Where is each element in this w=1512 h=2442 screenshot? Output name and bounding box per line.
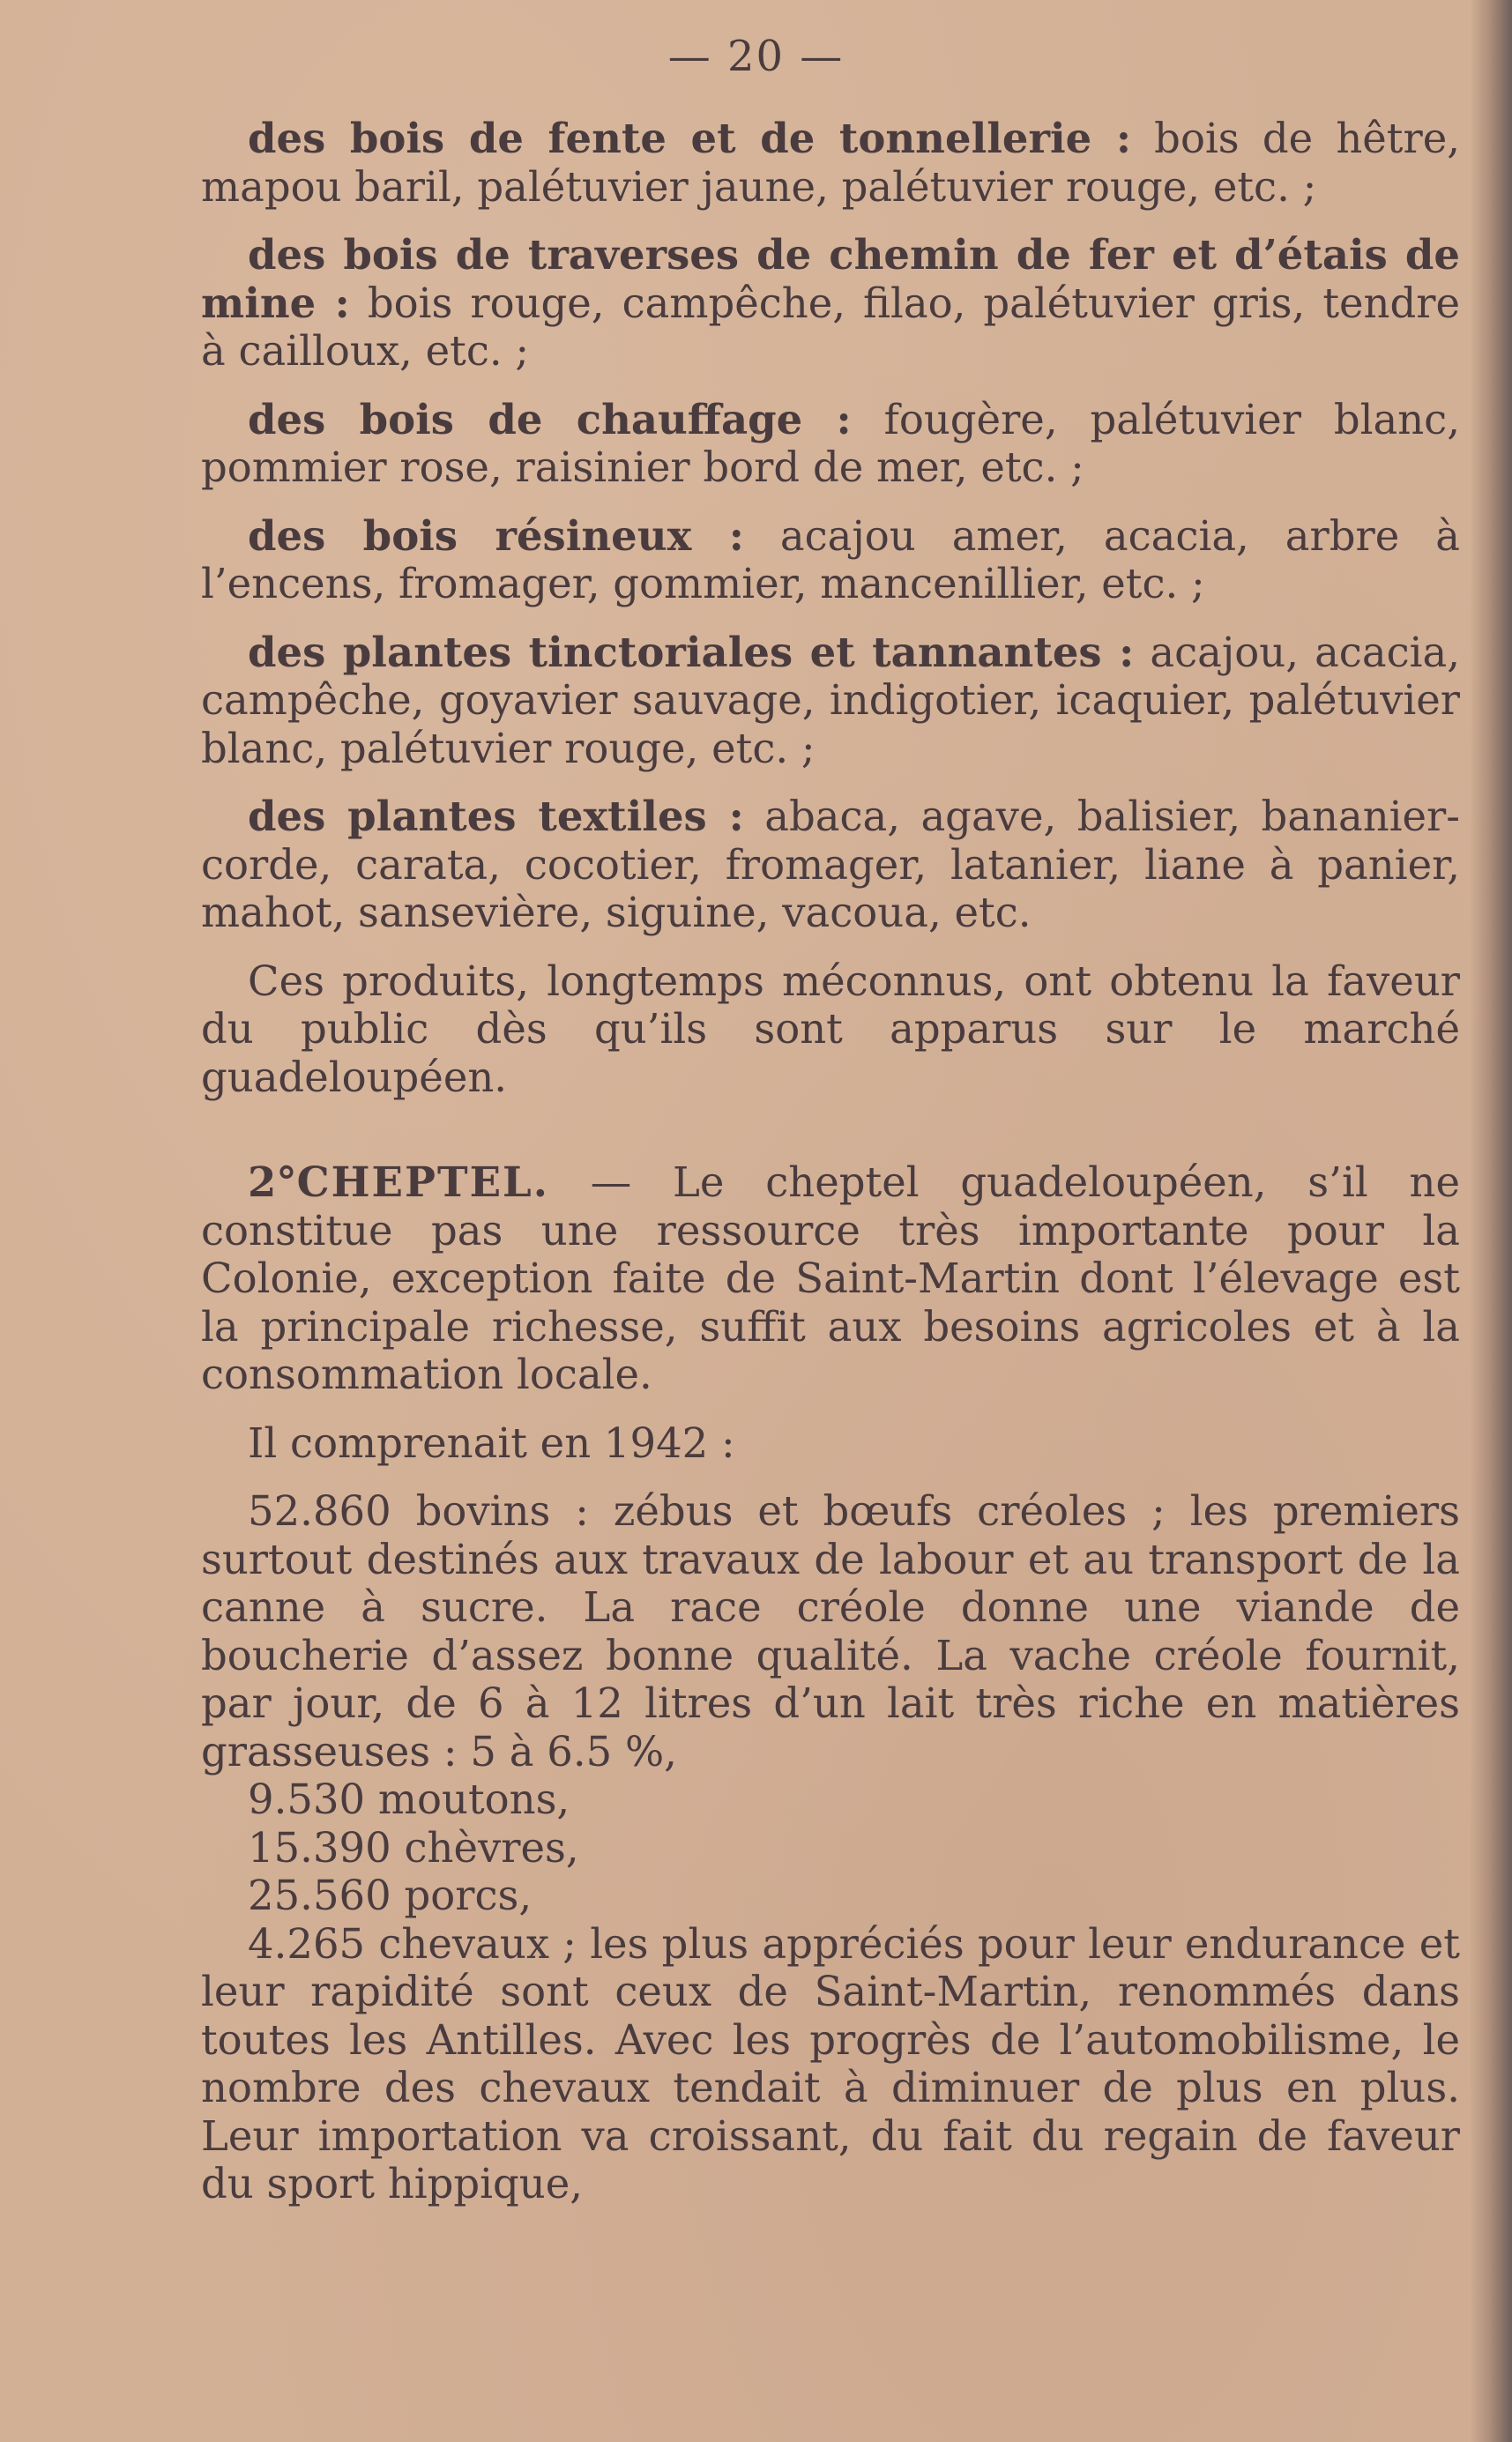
term-text: acajou, acacia, campêche, goyavier sauvage, indigotier, icaquier, palétuvier blanc, palétuvier rouge, etc. ; (201, 628, 1460, 772)
paragraph-plantes-tinctoriales (201, 629, 1460, 773)
term: des plantes textiles : (248, 792, 744, 840)
section-heading: CHEPTEL. (296, 1158, 549, 1206)
body-text (201, 115, 1460, 2208)
paragraph-bois-chauffage (201, 396, 1460, 492)
term: des bois de traverses de chemin de fer et d’étais de mine : (201, 230, 1460, 327)
term: des bois de fente et de tonnellerie : (248, 114, 1131, 162)
list-item-moutons: 9.530 moutons, (248, 1776, 570, 1823)
term: des bois résineux : (248, 510, 744, 560)
section-text: — Le cheptel guadeloupéen, s’il ne constitue pas une ressource très importante pour la Colonie, exception faite de Saint-Martin dont l’élevage est la principale richesse, suffit aux besoins agricoles et à la consommation locale. (201, 1158, 1460, 1398)
paragraph-plantes-textiles (201, 793, 1460, 937)
term-text: fougère, palétuvier blanc, pommier rose, raisinier bord de mer, etc. ; (201, 395, 1460, 491)
term-text: acajou amer, acacia, arbre à l’encens, fromager, gommier, mancenillier, etc. ; (201, 511, 1460, 607)
term-text: abaca, agave, balisier, bananier-corde, carata, cocotier, fromager, latanier, liane à panier, mahot, sansevière, siguine, vacoua, etc. (201, 793, 1460, 936)
term-text: bois de hêtre, mapou baril, palétuvier jaune, palétuvier rouge, etc. ; (201, 115, 1460, 211)
list-item-chevaux: 4.265 chevaux ; les plus appréciés pour leur endurance et leur rapidité sont ceux de Saint-Martin, renommés dans toutes les Antilles. Avec les progrès de l’automobilisme, le nombre des chevaux tendait à diminuer de plus en plus. Leur importation va croissant, du fait du regain de faveur du sport hippique, (201, 1919, 1460, 2207)
list-item-porcs: 25.560 porcs, (248, 1872, 533, 1919)
section-number: 2° (248, 1158, 297, 1206)
term: des bois de chauffage : (248, 394, 852, 443)
term-text: bois rouge, campêche, filao, palétuvier gris, tendre à cailloux, etc. ; (201, 279, 1460, 375)
paragraph-comprenait: Il comprenait en 1942 : (248, 1418, 735, 1467)
paragraph-produits: Ces produits, longtemps méconnus, ont obtenu la faveur du public dès qu’ils sont apparus sur le marché guadeloupéen. (201, 957, 1460, 1101)
list-item-chevres: 15.390 chèvres, (248, 1823, 579, 1872)
section-cheptel (201, 1158, 1460, 1399)
paragraph-bois-resineux (201, 512, 1460, 608)
paragraph-bois-traverses (201, 231, 1460, 376)
term: des plantes tinctoriales et tannantes : (248, 627, 1135, 676)
paragraph-bois-fente (201, 115, 1460, 211)
page-edge-shadow (1470, 0, 1512, 2442)
page-number: — 20 — (667, 32, 845, 81)
list-item-bovins: 52.860 bovins : zébus et bœufs créoles ; les premiers surtout destinés aux travaux de labour et au transport de la canne à sucre. La race créole donne une viande de boucherie d’assez bonne qualité. La vache créole fournit, par jour, de 6 à 12 litres d’un lait très riche en matières grasseuses : 5 à 6.5 %, (201, 1487, 1460, 1776)
